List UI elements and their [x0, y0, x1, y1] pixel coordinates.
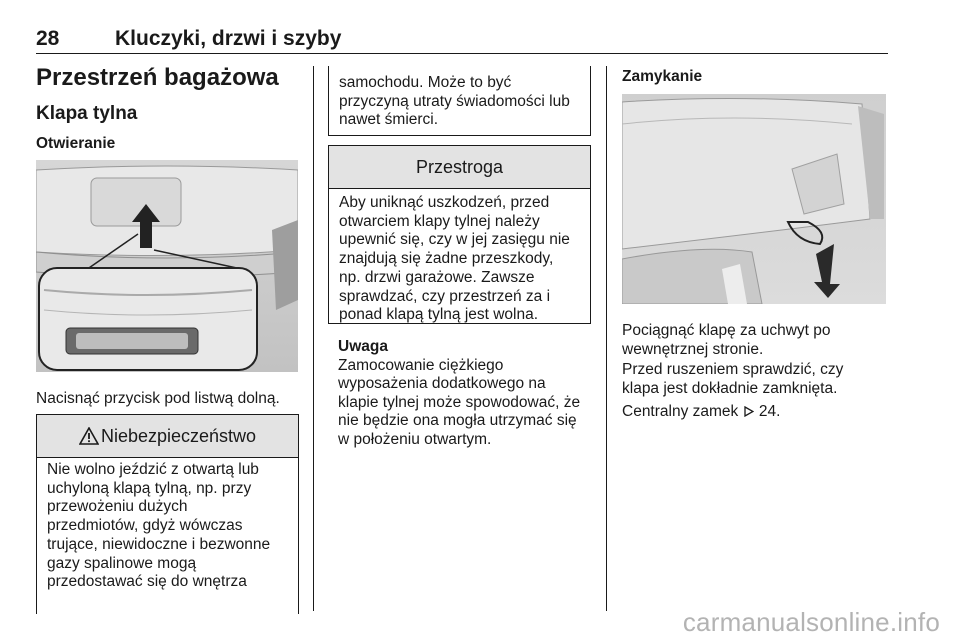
closing-line: klapa jest dokładnie zamknięta.: [622, 380, 838, 397]
section-title: Przestrzeń bagażowa: [36, 64, 279, 91]
danger-box: [36, 414, 299, 614]
danger-line: przedostawać się do wnętrza: [47, 573, 247, 591]
watermark: carmanualsonline.info: [682, 607, 940, 637]
danger-box-body: [47, 461, 290, 592]
danger-continued-line: nawet śmierci.: [339, 111, 439, 129]
caution-box-body: [339, 194, 582, 325]
note-title: Uwaga: [338, 338, 388, 355]
note-line: klapie tylnej może spowodować, że: [338, 393, 581, 411]
subsection-title: Klapa tylna: [36, 103, 138, 124]
central-lock-text: Centralny zamek: [622, 403, 739, 420]
danger-line: trujące, niewidoczne i bezwonne: [47, 535, 271, 553]
caution-line: otwarciem klapy tylnej należy: [339, 212, 540, 230]
column-divider-right: [606, 66, 607, 611]
closing-line: wewnętrznej stronie.: [622, 341, 764, 358]
danger-box-continued: [328, 66, 591, 136]
danger-line: gazy spalinowe mogą: [47, 554, 197, 572]
note-line: nie będzie ona mogła utrzymać się: [338, 412, 577, 429]
note-line: wyposażenia dodatkowego na: [338, 375, 546, 392]
opening-illustration: [36, 160, 298, 372]
closing-paragraph-1: [622, 321, 831, 359]
danger-box-title: Niebezpieczeństwo: [100, 425, 257, 446]
caution-line: Aby uniknąć uszkodzeń, przed: [339, 194, 550, 211]
danger-line: Nie wolno jeździć z otwartą lub: [47, 461, 259, 478]
note-line: w położeniu otwartym.: [338, 430, 492, 448]
danger-box-header: [37, 415, 298, 458]
caution-line: np. drzwi garażowe. Zawsze: [339, 268, 535, 286]
caution-line: ponad klapą tylną jest wolna.: [339, 306, 539, 324]
opening-heading: Otwieranie: [36, 135, 116, 152]
caution-line: upewnić się, czy w jej zasięgu nie: [339, 231, 570, 249]
note-block: [338, 338, 598, 449]
page-number: 28: [36, 27, 60, 50]
caution-line: sprawdzać, czy przestrzeń za i: [339, 287, 551, 305]
danger-line: przewożeniu dużych: [47, 498, 188, 516]
caution-line: znajdują się żadne przeszkody,: [339, 250, 554, 268]
danger-line: uchyloną klapą tylną, np. przy: [47, 479, 252, 497]
tailgate-handle-illustration: [622, 94, 886, 304]
danger-continued-line: samochodu. Może to być: [339, 74, 512, 91]
closing-line: Pociągnąć klapę za uchwyt po: [622, 322, 831, 339]
danger-continued-line: przyczyną utraty świadomości lub: [339, 92, 570, 110]
page-reference-icon: [744, 406, 754, 417]
tailgate-button-illustration: [36, 160, 298, 372]
closing-line: Przed ruszeniem sprawdzić, czy: [622, 361, 844, 378]
caution-box-header: [329, 146, 590, 189]
central-lock-page: 24.: [758, 403, 781, 420]
caution-box: [328, 145, 591, 324]
column-divider-left: [313, 66, 314, 611]
danger-line: przedmiotów, gdyż wówczas: [47, 517, 243, 535]
danger-continued-body: [339, 74, 582, 130]
note-line: Zamocowanie ciężkiego: [338, 356, 504, 374]
central-lock-reference[interactable]: [622, 402, 780, 421]
warning-triangle-icon: [79, 427, 99, 445]
closing-illustration: [622, 94, 886, 304]
caution-box-title: Przestroga: [415, 156, 504, 177]
chapter-title: Kluczyki, drzwi i szyby: [115, 27, 342, 50]
opening-caption: Nacisnąć przycisk pod listwą dolną.: [36, 390, 280, 407]
closing-heading: Zamykanie: [622, 68, 703, 85]
header-divider: [36, 53, 888, 54]
closing-paragraph-2: [622, 360, 843, 398]
